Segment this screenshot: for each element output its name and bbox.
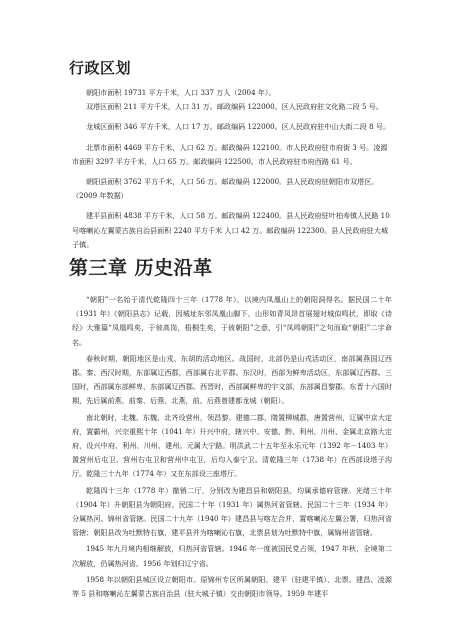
admin-line: 建平县面积 4838 平方千米，人口 58 万。邮政编码 122400。县人民政府驻叶柏寿镇人民路 10 号喀喇沁左翼蒙古族自治县面积 2240 平方千米 人口 42 万。邮政编码 122300。县人民政府驻大城子镇。	[72, 211, 390, 249]
admin-line: 北票市面积 4469 平方千米，人口 62 万。邮政编码 122100。市人民政府驻市府街 3 号。凌源市面积 3297 平方千米，人口 65 万。邮政编码 122500。市人民政府驻市府西路 61 号。	[72, 142, 388, 166]
admin-line: 朝阳市面积 19731 平方千米，人口 337 万人（2004 年）。	[86, 88, 276, 97]
history-paragraph: 乾隆四十三年（1778 年）撤销二厅，分别改为建昌县和朝阳县，均属承德府管辖。光绪三十年（1904 年）升朝阳县为朝阳府。民国二十年（1931 年）属热河省管辖。民国二十三年（1934 年）分属热河、锦州省管辖。民国二十九年（1940 年）建昌县与喀左合并，置喀喇沁左翼公署，归热河省管辖；朝阳县改为吐默特右旗，建平县并为喀喇沁右旗，北票县划为吐默特中旗，属锦州省管辖。	[72, 485, 392, 538]
section-heading: 行政区划	[69, 59, 132, 77]
history-paragraph: 春秋时期，朝阳地区是山戎、东胡的活动地区。战国时，北部仍是山戎活动区，南部属燕国辽西郡。秦、西汉时期，东部属辽西郡，西部属右北平郡。东汉时，西部为鲜卑活动区，东部属辽西郡。三国时，西部属东部鲜卑，东部属辽西郡。西晋时，西部属鲜卑的宇文部，东部属昌黎郡。东晋十六国时期，先后属前燕、前秦、后燕、北燕，前、后燕曾建都龙城（朝阳）。	[72, 353, 392, 406]
admin-line: 龙城区面积 346 平方千米，人口 17 万。邮政编码 122000。区人民政府驻中山大街二段 8 号。	[86, 122, 391, 132]
history-paragraph: 1945 年九月境内相继解放，归热河省管辖。1946 年一度被国民党占领，1947 年秋，全境第二次解放，仍属热河省。1956 年划归辽宁省。	[72, 544, 392, 568]
history-body	[72, 293, 392, 603]
history-paragraph: “朝阳”一名始于清代乾隆四十三年（1778 年），以境内凤凰山上的朝阳洞得名。据民国二十年（1931 年）《朝阳县志》记载，因城址东邻凤凰山脚下，山形如青凤昂首展翅对城似鸣状，即取《诗经》大雅篇“凤凰鸣矣，于彼高岗，梧桐生矣，于彼朝阳”之意，引“凤鸣朝阳”之句而取“朝阳”二字命名。	[72, 295, 392, 347]
admin-line: 朝阳县面积 3762 平方千米，人口 56 万。邮政编码 122000。县人民政府驻朝阳市双塔区。（2009 年数据）	[72, 177, 379, 201]
admin-division-list	[72, 86, 392, 252]
admin-line: 双塔区面积 211 平方千米，人口 31 万。邮政编码 122000。区人民政府驻文化路二段 5 号。	[86, 102, 383, 112]
chapter-heading: 第三章 历史沿革	[69, 257, 213, 279]
history-paragraph: 1958 年以朝阳县城区设立朝阳市。原锦州专区所属朝阳、建平（驻建平镇）、北票、建昌、凌源等 5 县和喀喇沁左翼蒙古族自治县（驻大城子镇）交由朝阳市领导。1959 年建平	[72, 574, 392, 599]
history-paragraph: 南北朝时，北魏、东魏、北齐设营州，领昌黎、建德二郡，隋置柳城郡，唐置营州，辽属中京大定府，置霸州，兴宗重熙十年（1041 年）升兴中府，辖兴中、安德、黔、利州、川州、金属北京路大定府，设兴中府、利州、川州、建州。元属大宁路。明洪武二十五年至永乐元年（1392 年－1403 年）置营州后屯卫、营州右屯卫和营州中屯卫，后均入泰宁卫。清乾隆三年（1738 年）在西部设塔子沟厅。乾隆三十九年（1774 年）又在东部设三座塔厅。	[72, 412, 392, 479]
